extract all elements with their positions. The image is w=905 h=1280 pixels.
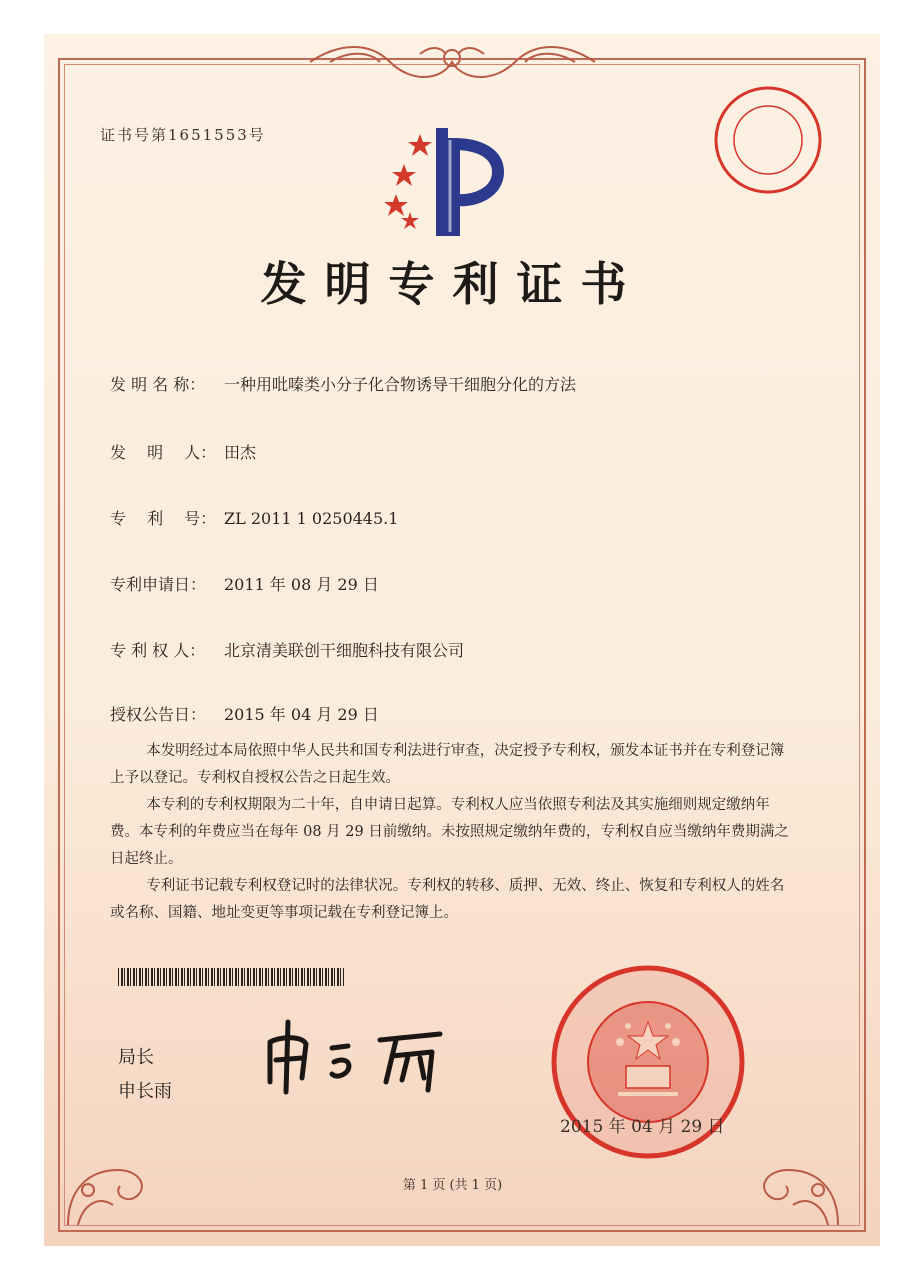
field-label: 发 明 名 称： (110, 375, 206, 394)
field-patent-number (110, 506, 398, 529)
field-label: 发 明 人： (110, 443, 217, 462)
field-value: ZL 2011 1 0250445.1 (224, 509, 399, 528)
field-value: 田杰 (224, 443, 257, 462)
field-patentee (110, 638, 464, 661)
field-label: 专 利 权 人： (110, 641, 206, 660)
top-ornament (300, 36, 605, 88)
field-value: 2015 年 04 月 29 日 (224, 705, 379, 724)
field-inventor (110, 440, 256, 463)
director-title: 局长 (118, 1047, 154, 1068)
field-application-date (110, 572, 379, 595)
body-paragraph: 本发明经过本局依照中华人民共和国专利法进行审查，决定授予专利权，颁发本证书并在专利登记簿上予以登记。专利权自授权公告之日起生效。 (110, 743, 785, 786)
certificate-number: 证书号第1651553号 (100, 126, 266, 144)
director-name: 申长雨 (118, 1081, 172, 1102)
field-label: 授权公告日： (110, 705, 207, 724)
field-label: 专利申请日： (110, 575, 207, 594)
director-signature (262, 1012, 462, 1096)
barcode (118, 968, 344, 986)
patent-office-logo (380, 120, 530, 240)
field-grant-date (110, 702, 379, 725)
body-paragraph: 专利证书记载专利权登记时的法律状况。专利权的转移、质押、无效、终止、恢复和专利权人的姓名或名称、国籍、地址变更等事项记载在专利登记簿上。 (110, 878, 785, 921)
field-invention-name (110, 372, 576, 395)
field-value: 北京清美联创干细胞科技有限公司 (224, 641, 465, 660)
certificate-body (110, 738, 790, 927)
field-value: 2011 年 08 月 29 日 (224, 575, 379, 594)
field-label: 专 利 号： (110, 509, 217, 528)
field-value: 一种用吡嗪类小分子化合物诱导干细胞分化的方法 (224, 375, 577, 394)
seal-date: 2015 年 04 月 29 日 (560, 1117, 725, 1137)
tax-bureau-seal (712, 84, 824, 196)
body-paragraph: 本专利的专利权期限为二十年，自申请日起算。专利权人应当依照专利法及其实施细则规定缴纳年费。本专利的年费应当在每年 08 月 29 日前缴纳。未按照规定缴纳年费的，专利权自应当缴纳年费期满之日起终止。 (110, 797, 789, 867)
document-title: 发明专利证书 (260, 257, 645, 311)
page-footer: 第 1 页 (共 1 页) (402, 1178, 503, 1193)
